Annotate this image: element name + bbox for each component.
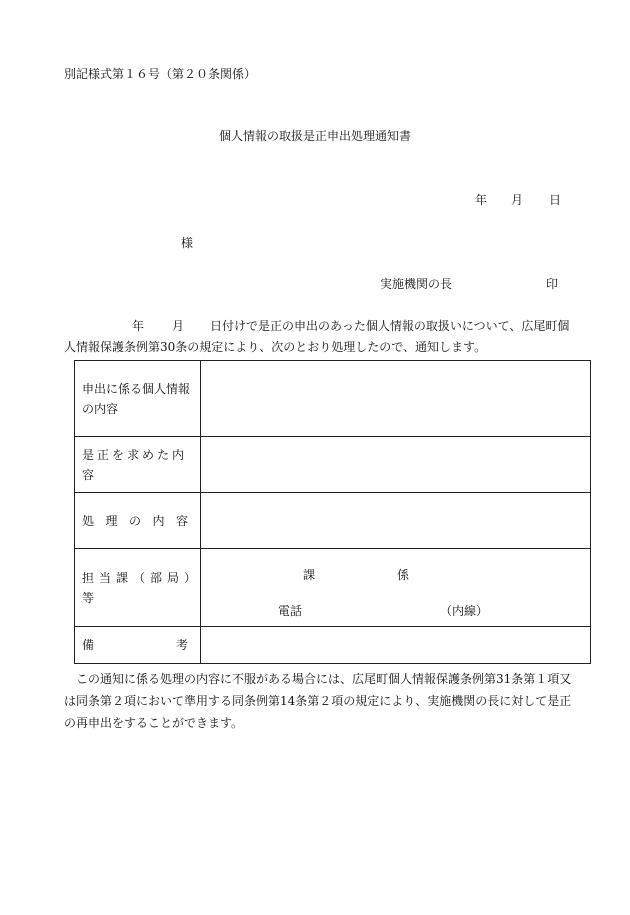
body-month-label: 月 (172, 319, 185, 333)
subsection-label: 係 (397, 568, 410, 582)
table-row (75, 437, 591, 493)
field-remarks[interactable] (201, 627, 591, 664)
table-row (75, 493, 591, 549)
field-department[interactable] (201, 549, 591, 627)
document-title: 個人情報の取扱是正申出処理通知書 (218, 129, 411, 143)
addressee-suffix: 様 (181, 236, 194, 250)
body-paragraph (64, 316, 576, 358)
extension-label: （内線） (440, 604, 489, 618)
table-row (75, 549, 591, 627)
body-text: 日付けで是正の申出のあった個人情報の取扱いについて、広尾町個人情報保護条例第30条の規定により、次のとおり処理したので、通知します。 (64, 319, 570, 354)
body-year-label: 年 (132, 319, 145, 333)
row-label-remarks: 備 考 (75, 627, 201, 664)
notification-table (74, 360, 591, 664)
section-label: 課 (303, 568, 316, 582)
field-processing-content[interactable] (201, 493, 591, 549)
row-label-personal-info: 申出に係る個人情報の内容 (75, 361, 201, 437)
seal-mark: 印 (546, 277, 559, 291)
field-personal-info-content[interactable] (201, 361, 591, 437)
form-number: 別記様式第１６号（第２０条関係） (64, 67, 257, 81)
issuer-label: 実施機関の長 (380, 277, 453, 291)
footer-paragraph: この通知に係る処理の内容に不服がある場合には、広尾町個人情報保護条例第31条第１項又は同条第２項において準用する同条例第14条第２項の規定により、実施機関の長に対して是正の再申出をすることができます。 (64, 672, 572, 730)
table-row (75, 361, 591, 437)
table-row (75, 627, 591, 664)
phone-label: 電話 (278, 604, 303, 618)
date-month-label: 月 (511, 193, 524, 207)
date-line (475, 194, 561, 206)
date-day-label: 日 (549, 193, 562, 207)
row-label-department: 担当課（部局）等 (75, 549, 201, 627)
row-label-processing-content: 処 理 の 内 容 (75, 493, 201, 549)
field-requested-correction[interactable] (201, 437, 591, 493)
row-label-requested-correction: 是正を求めた内容 (75, 437, 201, 493)
date-year-label: 年 (475, 193, 488, 207)
